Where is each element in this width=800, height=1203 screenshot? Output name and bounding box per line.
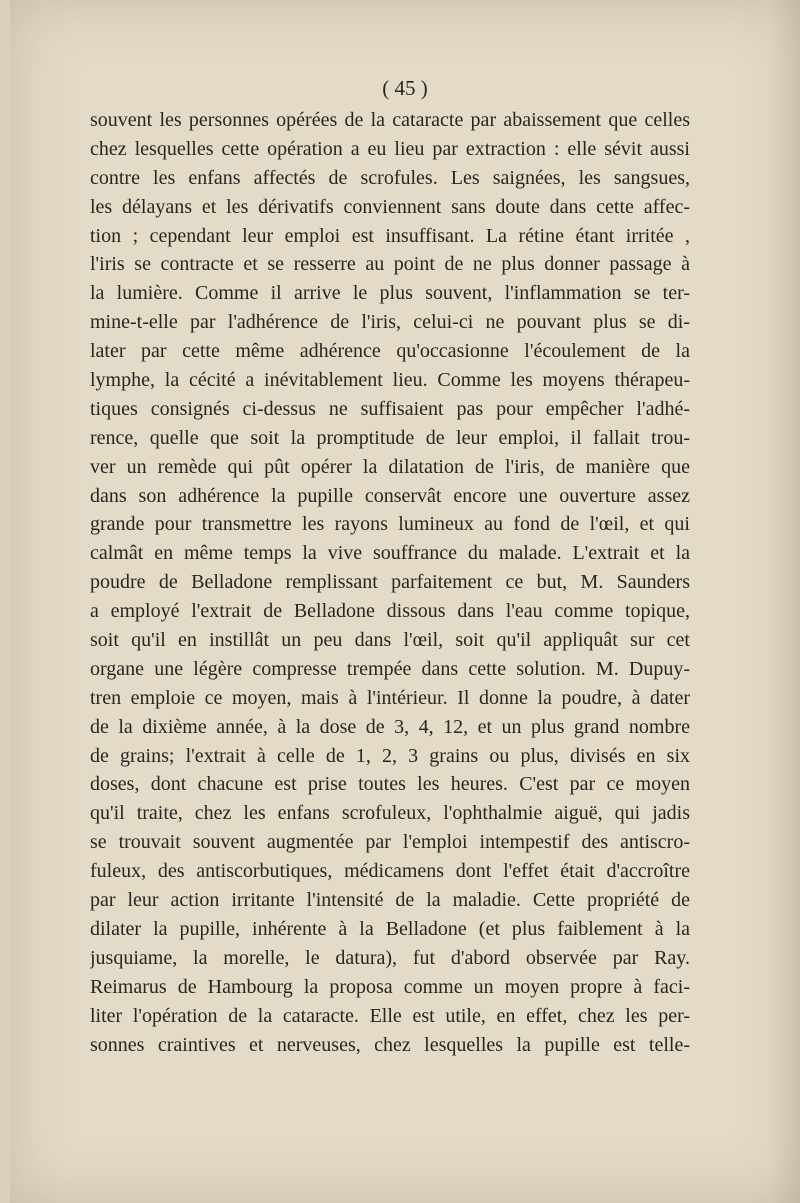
text-line: ver un remède qui pût opérer la dilatation de l'iris, de manière que: [90, 455, 690, 478]
text-line: de la dixième année, à la dose de 3, 4, 12, et un plus grand nombre: [90, 715, 690, 738]
text-line: organe une légère compresse trempée dans cette solution. M. Dupuy-: [90, 657, 690, 680]
text-line: tren emploie ce moyen, mais à l'intérieur. Il donne la poudre, à dater: [90, 686, 690, 709]
text-line: contre les enfans affectés de scrofules. Les saignées, les sangsues,: [90, 166, 690, 189]
text-line: les délayans et les dérivatifs conviennent sans doute dans cette affec-: [90, 195, 690, 218]
text-line: chez lesquelles cette opération a eu lieu par extraction : elle sévit aussi: [90, 137, 690, 160]
text-line: mine-t-elle par l'adhérence de l'iris, celui-ci ne pouvant plus se di-: [90, 311, 690, 334]
text-line: jusquiame, la morelle, le datura), fut d'abord observée par Ray.: [90, 946, 690, 969]
text-line: qu'il traite, chez les enfans scrofuleux, l'ophthalmie aiguë, qui jadis: [90, 802, 690, 825]
text-line: la lumière. Comme il arrive le plus souvent, l'inflammation se ter-: [90, 282, 690, 305]
text-line: doses, dont chacune est prise toutes les heures. C'est par ce moyen: [90, 773, 690, 796]
book-page: [10, 0, 800, 1203]
text-line: dilater la pupille, inhérente à la Belladone (et plus faiblement à la: [90, 917, 690, 940]
text-line: a employé l'extrait de Belladone dissous dans l'eau comme topique,: [90, 600, 690, 623]
text-line: liter l'opération de la cataracte. Elle est utile, en effet, chez les per-: [90, 1004, 690, 1027]
text-line: l'iris se contracte et se resserre au point de ne plus donner passage à: [90, 253, 690, 276]
text-line: dans son adhérence la pupille conservât encore une ouverture assez: [90, 484, 690, 507]
page-edge-shadow: [770, 0, 800, 1203]
text-line: tion ; cependant leur emploi est insuffisant. La rétine étant irritée ,: [90, 224, 690, 247]
text-line: later par cette même adhérence qu'occasionne l'écoulement de la: [90, 340, 690, 363]
text-line: Reimarus de Hambourg la proposa comme un moyen propre à faci-: [90, 975, 690, 998]
text-line: sonnes craintives et nerveuses, chez lesquelles la pupille est telle-: [90, 1033, 690, 1056]
text-line: fuleux, des antiscorbutiques, médicamens dont l'effet était d'accroître: [90, 860, 690, 883]
text-line: rence, quelle que soit la promptitude de leur emploi, il fallait trou-: [90, 426, 690, 449]
text-line: lymphe, la cécité a inévitablement lieu. Comme les moyens thérapeu-: [90, 369, 690, 392]
text-line: se trouvait souvent augmentée par l'emploi intempestif des antiscro-: [90, 831, 690, 854]
text-line: calmât en même temps la vive souffrance du malade. L'extrait et la: [90, 542, 690, 565]
text-line: de grains; l'extrait à celle de 1, 2, 3 grains ou plus, divisés en six: [90, 744, 690, 767]
text-line: par leur action irritante l'intensité de la maladie. Cette propriété de: [90, 889, 690, 912]
text-line: souvent les personnes opérées de la cataracte par abaissement que celles: [90, 109, 690, 131]
text-line: soit qu'il en instillât un peu dans l'œil, soit qu'il appliquât sur cet: [90, 629, 690, 652]
body-text: [90, 106, 690, 1059]
page-number: ( 45 ): [382, 76, 428, 100]
text-line: tiques consignés ci-dessus ne suffisaient pas pour empêcher l'adhé-: [90, 397, 690, 420]
text-line: grande pour transmettre les rayons lumineux au fond de l'œil, et qui: [90, 513, 690, 536]
text-line: poudre de Belladone remplissant parfaitement ce but, M. Saunders: [90, 571, 690, 594]
